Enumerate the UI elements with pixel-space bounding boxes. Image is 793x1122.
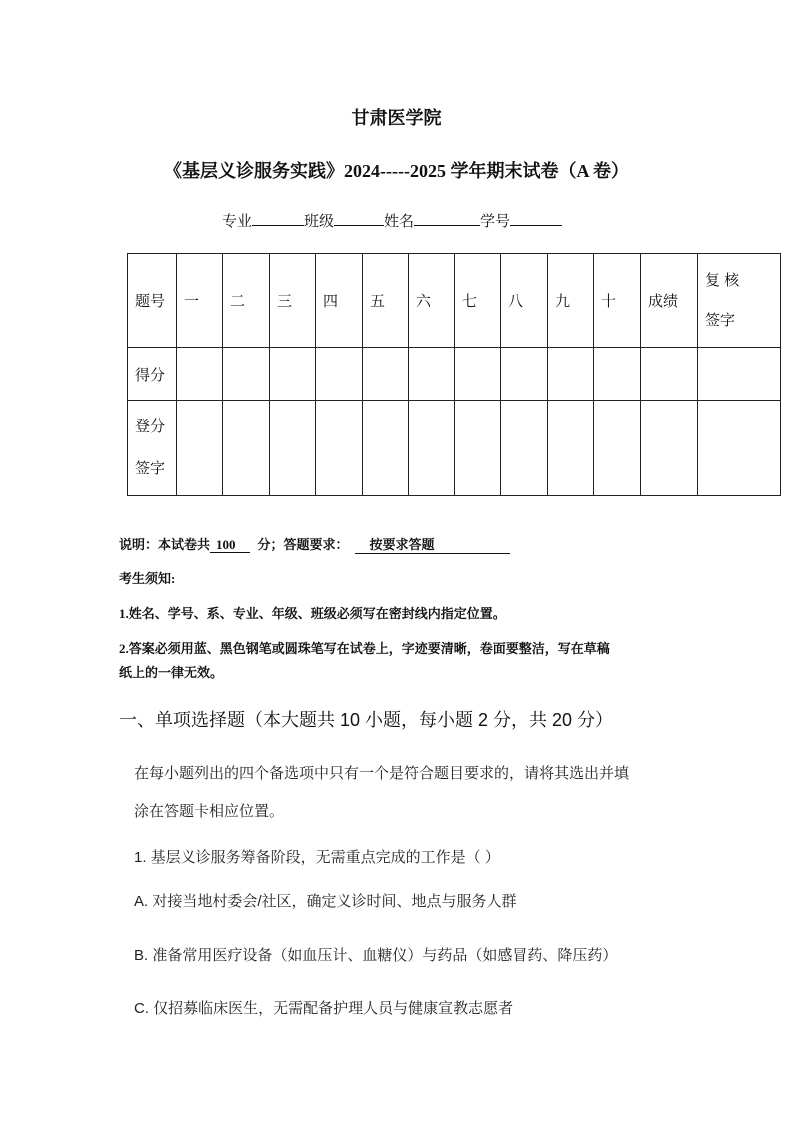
score-cell[interactable] <box>548 348 594 401</box>
review-sign-header <box>698 254 781 348</box>
section-intro-cont: 涂在答题卡相应位置。 <box>134 803 285 820</box>
sign-cell[interactable] <box>698 401 781 496</box>
class-field[interactable] <box>334 211 384 226</box>
sign-cell[interactable] <box>363 401 409 496</box>
header-label: 题号 <box>128 254 177 348</box>
sign-cell[interactable] <box>641 401 698 496</box>
student-info-line <box>222 210 562 231</box>
column-header: 二 <box>223 254 270 348</box>
table-row <box>128 254 781 348</box>
column-header: 一 <box>177 254 223 348</box>
sign-cell[interactable] <box>316 401 363 496</box>
sign-cell[interactable] <box>223 401 270 496</box>
column-header: 五 <box>363 254 409 348</box>
sign-label: 签字 <box>705 311 736 329</box>
row-label-line: 登分 <box>135 418 166 435</box>
rule-2-cont: 纸上的一律无效。 <box>119 665 224 680</box>
desc-mid: 分；答题要求： <box>257 537 349 552</box>
column-header: 九 <box>548 254 594 348</box>
table-row <box>128 348 781 401</box>
table-row <box>128 401 781 496</box>
name-field[interactable] <box>414 211 480 226</box>
exam-description <box>119 534 510 554</box>
option-b: B. 准备常用医疗设备（如血压计、血糖仪）与药品（如感冒药、降压药） <box>134 947 618 964</box>
column-header: 四 <box>316 254 363 348</box>
column-header: 十 <box>594 254 641 348</box>
score-table <box>127 253 781 496</box>
score-cell[interactable] <box>641 348 698 401</box>
desc-prefix: 说明：本试卷共 <box>119 537 211 552</box>
score-cell[interactable] <box>698 348 781 401</box>
review-label: 复 核 <box>705 271 740 289</box>
column-header: 三 <box>270 254 316 348</box>
sign-cell[interactable] <box>594 401 641 496</box>
exam-title: 《基层义诊服务实践》2024-----2025 学年期末试卷（A 卷） <box>164 161 629 181</box>
score-cell[interactable] <box>316 348 363 401</box>
student-id-label: 学号 <box>480 213 511 230</box>
score-cell[interactable] <box>223 348 270 401</box>
option-a: A. 对接当地村委会/社区，确定义诊时间、地点与服务人群 <box>134 893 517 910</box>
sign-cell[interactable] <box>501 401 548 496</box>
sign-cell[interactable] <box>270 401 316 496</box>
major-field[interactable] <box>252 211 304 226</box>
answer-requirement: 按要求答题 <box>355 534 510 554</box>
major-label: 专业 <box>222 213 253 230</box>
score-cell[interactable] <box>501 348 548 401</box>
score-cell[interactable] <box>409 348 455 401</box>
total-score: 100 <box>210 537 250 553</box>
sign-cell[interactable] <box>409 401 455 496</box>
column-header: 六 <box>409 254 455 348</box>
column-header: 七 <box>455 254 501 348</box>
score-cell[interactable] <box>363 348 409 401</box>
row-label-sign <box>128 401 177 496</box>
class-label: 班级 <box>304 213 335 230</box>
row-label-line: 签字 <box>135 460 166 477</box>
sign-cell[interactable] <box>455 401 501 496</box>
rule-2: 2.答案必须用蓝、黑色钢笔或圆珠笔写在试卷上，字迹要清晰，卷面要整洁，写在草稿 <box>119 641 610 656</box>
option-c: C. 仅招募临床医生，无需配备护理人员与健康宣教志愿者 <box>134 1000 514 1017</box>
score-cell[interactable] <box>594 348 641 401</box>
question-1: 1. 基层义诊服务筹备阶段，无需重点完成的工作是（ ） <box>134 849 500 866</box>
rule-1: 1.姓名、学号、系、专业、年级、班级必须写在密封线内指定位置。 <box>119 606 506 621</box>
student-id-field[interactable] <box>510 211 562 226</box>
column-header: 成绩 <box>641 254 698 348</box>
column-header: 八 <box>501 254 548 348</box>
sign-cell[interactable] <box>548 401 594 496</box>
row-label-score: 得分 <box>128 348 177 401</box>
score-cell[interactable] <box>270 348 316 401</box>
score-cell[interactable] <box>455 348 501 401</box>
notice-title: 考生须知: <box>119 571 176 586</box>
section-intro: 在每小题列出的四个备选项中只有一个是符合题目要求的，请将其选出并填 <box>134 765 630 782</box>
section-title: 一、单项选择题（本大题共 10 小题，每小题 2 分，共 20 分） <box>119 710 614 730</box>
name-label: 姓名 <box>384 213 415 230</box>
score-cell[interactable] <box>177 348 223 401</box>
school-name: 甘肃医学院 <box>351 108 442 128</box>
sign-cell[interactable] <box>177 401 223 496</box>
